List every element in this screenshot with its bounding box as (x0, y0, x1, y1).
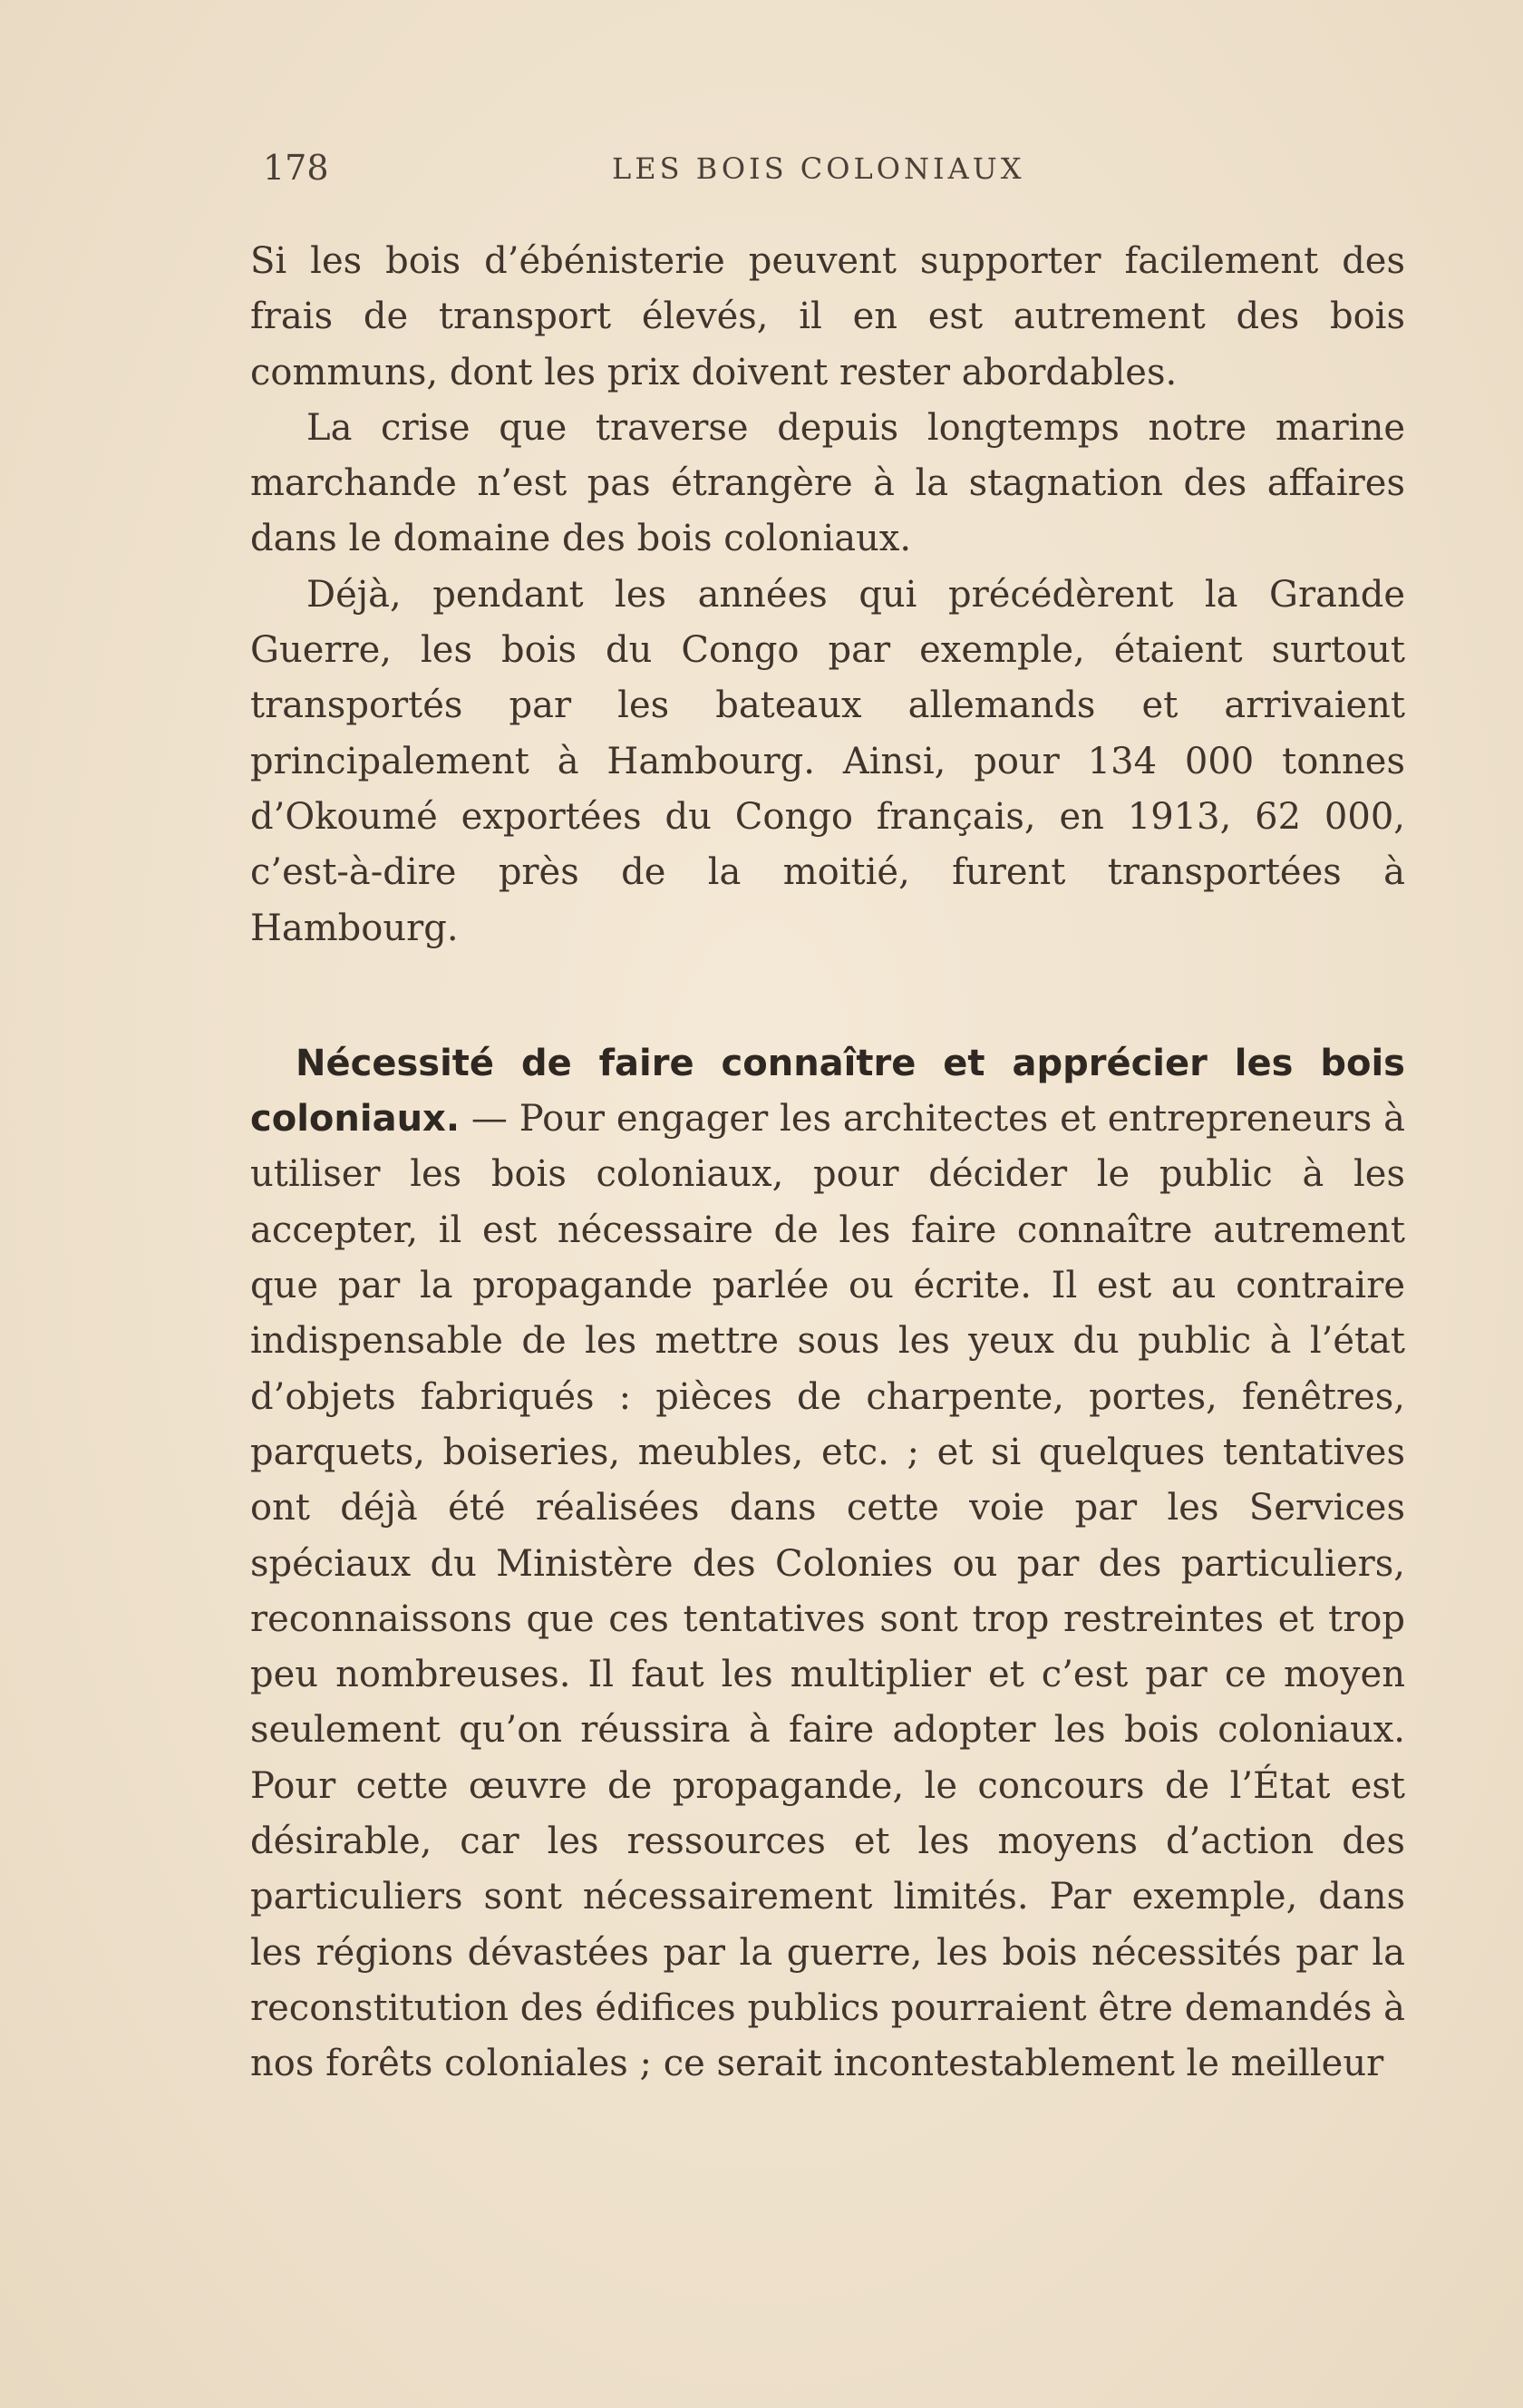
section-spacer (250, 956, 1405, 1036)
section-body: — Pour engager les architectes et entrepreneurs à utiliser les bois coloniaux, pour décider le public à les accepter, il est nécessaire de les faire connaître autrement que par la propagande parlée ou écrite. Il est au contraire indispensable de les mettre sous les yeux du public à l’état d’objets fabriqués : pièces de charpente, portes, fenêtres, parquets, boiseries, meubles, etc. ; et si quelques tentatives ont déjà été réalisées dans cette voie par les Services spéciaux du Ministère des Colonies ou par des particuliers, reconnaissons que ces tentatives sont trop restreintes et trop peu nombreuses. Il faut les multiplier et c’est par ce moyen seulement qu’on réussira à faire adopter les bois coloniaux. Pour cette œuvre de propagande, le concours de l’État est désirable, car les ressources et les moyens d’action des particuliers sont nécessairement limités. Par exemple, dans les régions dévastées par la guerre, les bois nécessités par la reconstitution des édifices publics pourraient être demandés à nos forêts coloniales ; ce serait incontestablement le meilleur (250, 1098, 1405, 2085)
paragraph-1: Si les bois d’ébénisterie peuvent supporter facilement des frais de transport élevés, il en est autrement des bois communs, dont les prix doivent rester abordables. (250, 240, 1405, 393)
paragraph-2: La crise que traverse depuis longtemps notre marine marchande n’est pas étrangère à la stagnation des affaires dans le domaine des bois coloniaux. (250, 406, 1405, 560)
section-paragraph (250, 1036, 1405, 2092)
page-header (263, 148, 1412, 202)
section-heading: Nécessité de faire connaître et apprécier les bois coloniaux. (250, 1042, 1405, 1141)
page-number: 178 (263, 148, 329, 188)
running-title: LES BOIS COLONIAUX (612, 151, 1025, 186)
body-text (250, 234, 1405, 2092)
paragraph-3: Déjà, pendant les années qui précédèrent la Grande Guerre, les bois du Congo par exemple, étaient surtout transportés par les bateaux allemands et arrivaient principalement à Hambourg. Ainsi, pour 134 000 tonnes d’Okoumé exportées du Congo français, en 1913, 62 000, c’est-à-dire près de la moitié, furent transportées à Hambourg. (250, 573, 1405, 949)
